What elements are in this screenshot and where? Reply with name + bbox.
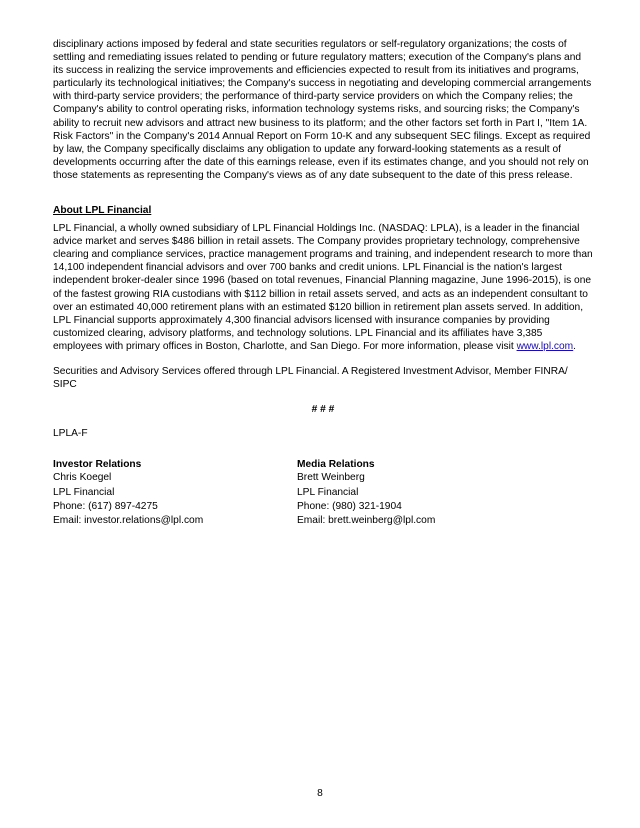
about-paragraph xyxy=(53,222,593,353)
media-relations-name: Brett Weinberg xyxy=(297,472,365,484)
about-body-text: LPL Financial, a wholly owned subsidiary of LPL Financial Holdings Inc. (NASDAQ: LPLA), is a leader in the financial advice market and serves $486 billion in retail assets. The Company provides proprietary technology, comprehensive clearing and compliance services, practice management programs and training, and independent research to more than 14,100 independent financial advisors and over 700 banks and credit unions. LPL Financial is the nation's largest independent broker-dealer since 1996 (based on total revenues, Financial Planning magazine, June 1996-2015), is one of the fastest growing RIA custodians with $112 billion in retail assets served, and acts as an independent consultant to over an estimated 40,000 retirement plans with an estimated $120 billion in retirement plan assets served. In addition, LPL Financial supports approximately 4,300 financial advisors licensed with insurance companies by providing customized clearing, advisory platforms, and technology solutions. LPL Financial and its affiliates have 3,385 employees with primary offices in Boston, Charlotte, and San Diego. For more information, please visit xyxy=(53,223,593,352)
media-relations-email: Email: brett.weinberg@lpl.com xyxy=(297,515,436,527)
section-separator: # # # xyxy=(311,404,335,416)
media-relations-contact xyxy=(297,458,541,529)
securities-disclosure: Securities and Advisory Services offered through LPL Financial. A Registered Investment Advisor, Member FINRA/ SIPC xyxy=(53,365,568,391)
about-body-end: . xyxy=(573,340,577,352)
investor-relations-phone: Phone: (617) 897-4275 xyxy=(53,500,158,512)
investor-relations-email: Email: investor.relations@lpl.com xyxy=(53,515,204,527)
investor-relations-contact xyxy=(53,458,297,529)
ticker-code: LPLA-F xyxy=(53,428,88,440)
forward-looking-paragraph: disciplinary actions imposed by federal and state securities regulators or self-regulatory organizations; the costs of settling and remediating issues related to pending or future regulatory matters; execution of the Company's plans and its success in realizing the service improvements and efficiencies expected to result from its initiatives and programs, particularly its technological initiatives; the Company's success in negotiating and developing commercial arrangements with third-party service providers; the performance of third-party service providers on which the Company relies; the Company's ability to control operating risks, information technology systems risks, and sourcing risks; the Company's ability to recruit new advisors and attract new business to its platform; and the other factors set forth in Part I, "Item 1A. Risk Factors" in the Company's 2014 Annual Report on Form 10-K and any subsequent SEC filings. Except as required by law, the Company specifically disclaims any obligation to update any forward-looking statements as a result of developments occurring after the date of this earnings release, even if its estimates change, and you should not rely on those statements as representing the Company's views as of any date subsequent to the date of this press release. xyxy=(53,39,592,181)
investor-relations-company: LPL Financial xyxy=(53,486,115,498)
media-relations-heading: Media Relations xyxy=(297,459,375,471)
page-number: 8 xyxy=(317,788,323,799)
investor-relations-heading: Investor Relations xyxy=(53,459,142,471)
about-heading: About LPL Financial xyxy=(53,205,152,217)
document-page xyxy=(53,38,593,529)
media-relations-company: LPL Financial xyxy=(297,486,359,498)
contacts-section xyxy=(53,458,593,529)
media-relations-phone: Phone: (980) 321-1904 xyxy=(297,500,402,512)
lpl-website-link[interactable]: www.lpl.com xyxy=(516,340,574,352)
investor-relations-name: Chris Koegel xyxy=(53,472,112,484)
